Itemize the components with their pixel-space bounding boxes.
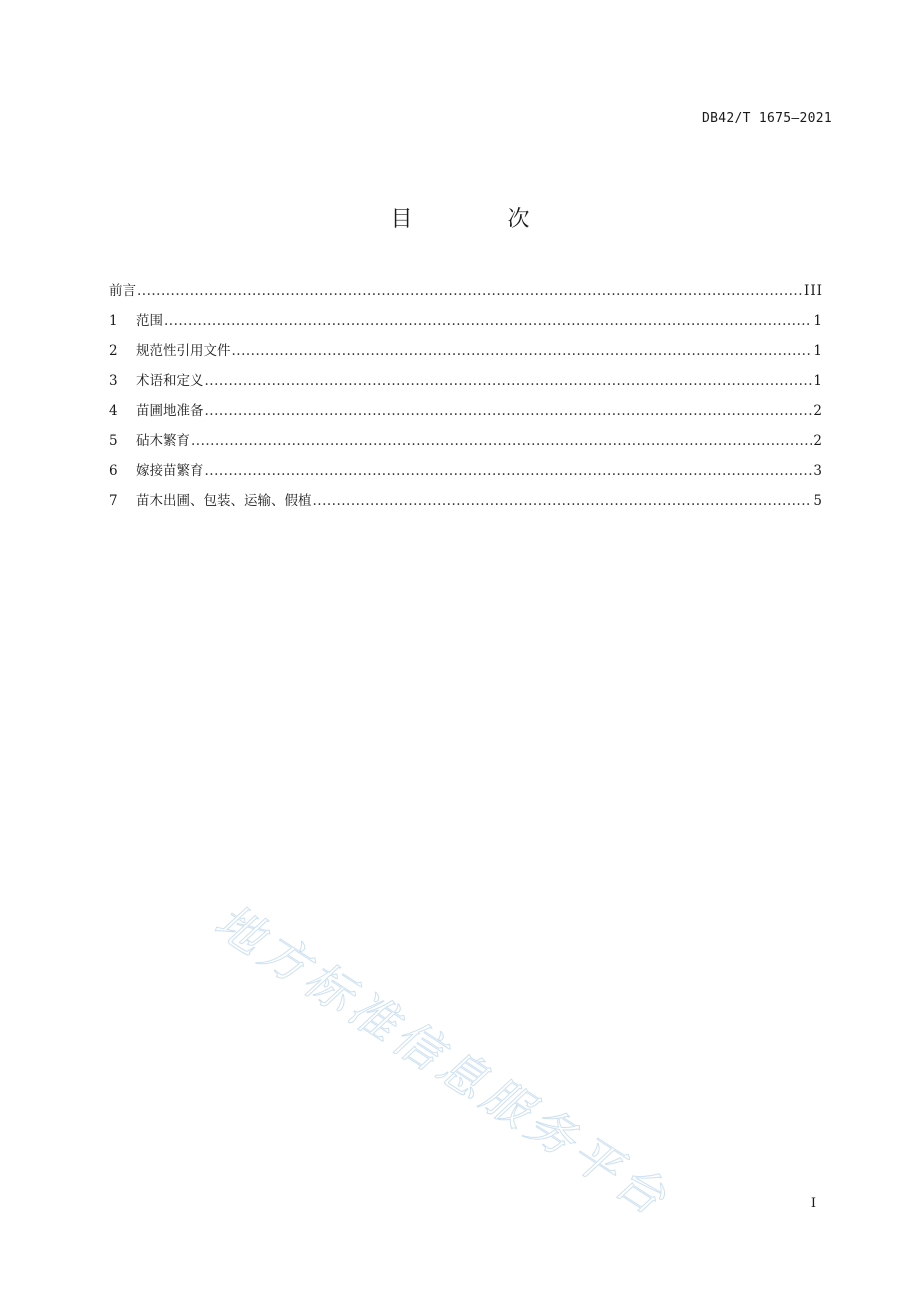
toc-entry-page: III xyxy=(804,283,823,299)
toc-entry-number: 5 xyxy=(109,433,118,449)
toc-dot-leader xyxy=(205,373,813,389)
toc-entry-page: 2 xyxy=(813,403,823,419)
toc-entry-label: 规范性引用文件 xyxy=(136,343,231,359)
toc-entry-page: 1 xyxy=(813,343,823,359)
toc-entry-label: 前言 xyxy=(109,283,136,299)
toc-entry-page: 5 xyxy=(813,493,823,509)
table-of-contents xyxy=(109,279,823,519)
toc-dot-leader xyxy=(313,493,813,509)
toc-dot-leader xyxy=(232,343,813,359)
toc-entry-page: 3 xyxy=(813,463,823,479)
toc-entry-label: 苗木出圃、包装、运输、假植 xyxy=(136,493,312,509)
toc-entry-number: 7 xyxy=(109,493,118,509)
toc-entry-number: 6 xyxy=(109,463,118,479)
toc-dot-leader xyxy=(191,433,812,449)
toc-entry-label: 砧木繁育 xyxy=(136,433,190,449)
toc-entry-label: 术语和定义 xyxy=(136,373,204,389)
toc-entry-rootstock-breeding[interactable] xyxy=(109,429,823,459)
toc-title: 目 次 xyxy=(390,207,574,232)
toc-dot-leader xyxy=(205,463,813,479)
toc-entry-normative-references[interactable] xyxy=(109,339,823,369)
toc-entry-grafted-seedling[interactable] xyxy=(109,459,823,489)
toc-entry-label: 嫁接苗繁育 xyxy=(136,463,204,479)
toc-entry-number: 2 xyxy=(109,343,118,359)
toc-dot-leader xyxy=(205,403,813,419)
toc-entry-number: 1 xyxy=(109,313,118,329)
toc-entry-number: 3 xyxy=(109,373,118,389)
toc-entry-terms-definitions[interactable] xyxy=(109,369,823,399)
toc-entry-label: 苗圃地准备 xyxy=(136,403,204,419)
watermark: 地方标准信息服务平台 xyxy=(204,893,680,1229)
toc-dot-leader xyxy=(164,313,812,329)
toc-entry-number: 4 xyxy=(109,403,118,419)
toc-entry-seedling-outplanting[interactable] xyxy=(109,489,823,519)
document-code: DB42/T 1675—2021 xyxy=(701,111,832,126)
toc-entry-scope[interactable] xyxy=(109,309,823,339)
page-number: I xyxy=(810,1196,816,1211)
toc-entry-nursery-preparation[interactable] xyxy=(109,399,823,429)
toc-dot-leader xyxy=(137,283,803,299)
toc-entry-foreword[interactable] xyxy=(109,279,823,309)
toc-entry-page: 2 xyxy=(813,433,823,449)
toc-entry-page: 1 xyxy=(813,373,823,389)
toc-entry-label: 范围 xyxy=(136,313,163,329)
toc-entry-page: 1 xyxy=(813,313,823,329)
